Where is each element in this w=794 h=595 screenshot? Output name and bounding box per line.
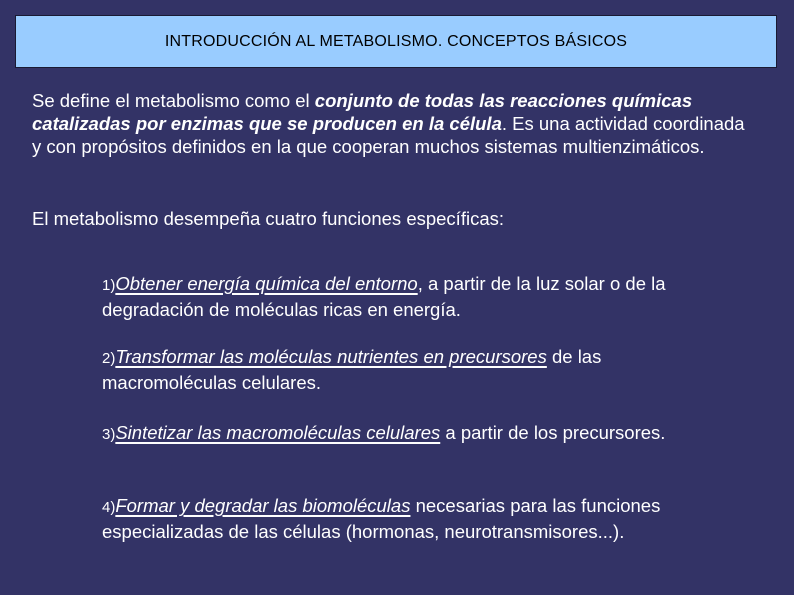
item-rest: de las macromoléculas celulares.	[102, 346, 602, 393]
item-underlined: Formar y degradar las biomoléculas	[115, 495, 411, 516]
item-underlined: Transformar las moléculas nutrientes en precursores	[115, 346, 547, 367]
intro-after: . Es una actividad coordinada y con propósitos definidos en la que cooperan muchos sistemas multienzimáticos.	[32, 113, 745, 157]
item-underlined: Sintetizar las macromoléculas celulares	[115, 422, 441, 443]
intro-emphasis: conjunto de todas las reacciones químicas catalizadas por enzimas que se producen en la célula	[32, 90, 693, 134]
functions-intro: El metabolismo desempeña cuatro funciones específicas:	[32, 208, 505, 229]
item-rest: , a partir de la luz solar o de la degradación de moléculas ricas en energía.	[102, 273, 666, 320]
function-item-4	[102, 494, 722, 544]
item-number: 4)	[102, 499, 116, 516]
title-banner	[15, 15, 777, 68]
intro-paragraph	[32, 89, 752, 158]
item-underlined: Obtener energía química del entorno	[115, 273, 418, 294]
function-item-1	[102, 272, 722, 322]
item-number: 1)	[102, 277, 116, 294]
item-rest: necesarias para las funciones especializadas de las células (hormonas, neurotransmisores...).	[102, 495, 661, 542]
item-number: 3)	[102, 426, 116, 443]
function-item-3	[102, 421, 722, 447]
item-rest: a partir de los precursores.	[440, 422, 666, 443]
intro-before: Se define el metabolismo como el	[32, 90, 315, 111]
item-number: 2)	[102, 350, 116, 367]
function-item-2	[102, 345, 722, 395]
slide-title: INTRODUCCIÓN AL METABOLISMO. CONCEPTOS BÁSICOS	[164, 32, 628, 50]
